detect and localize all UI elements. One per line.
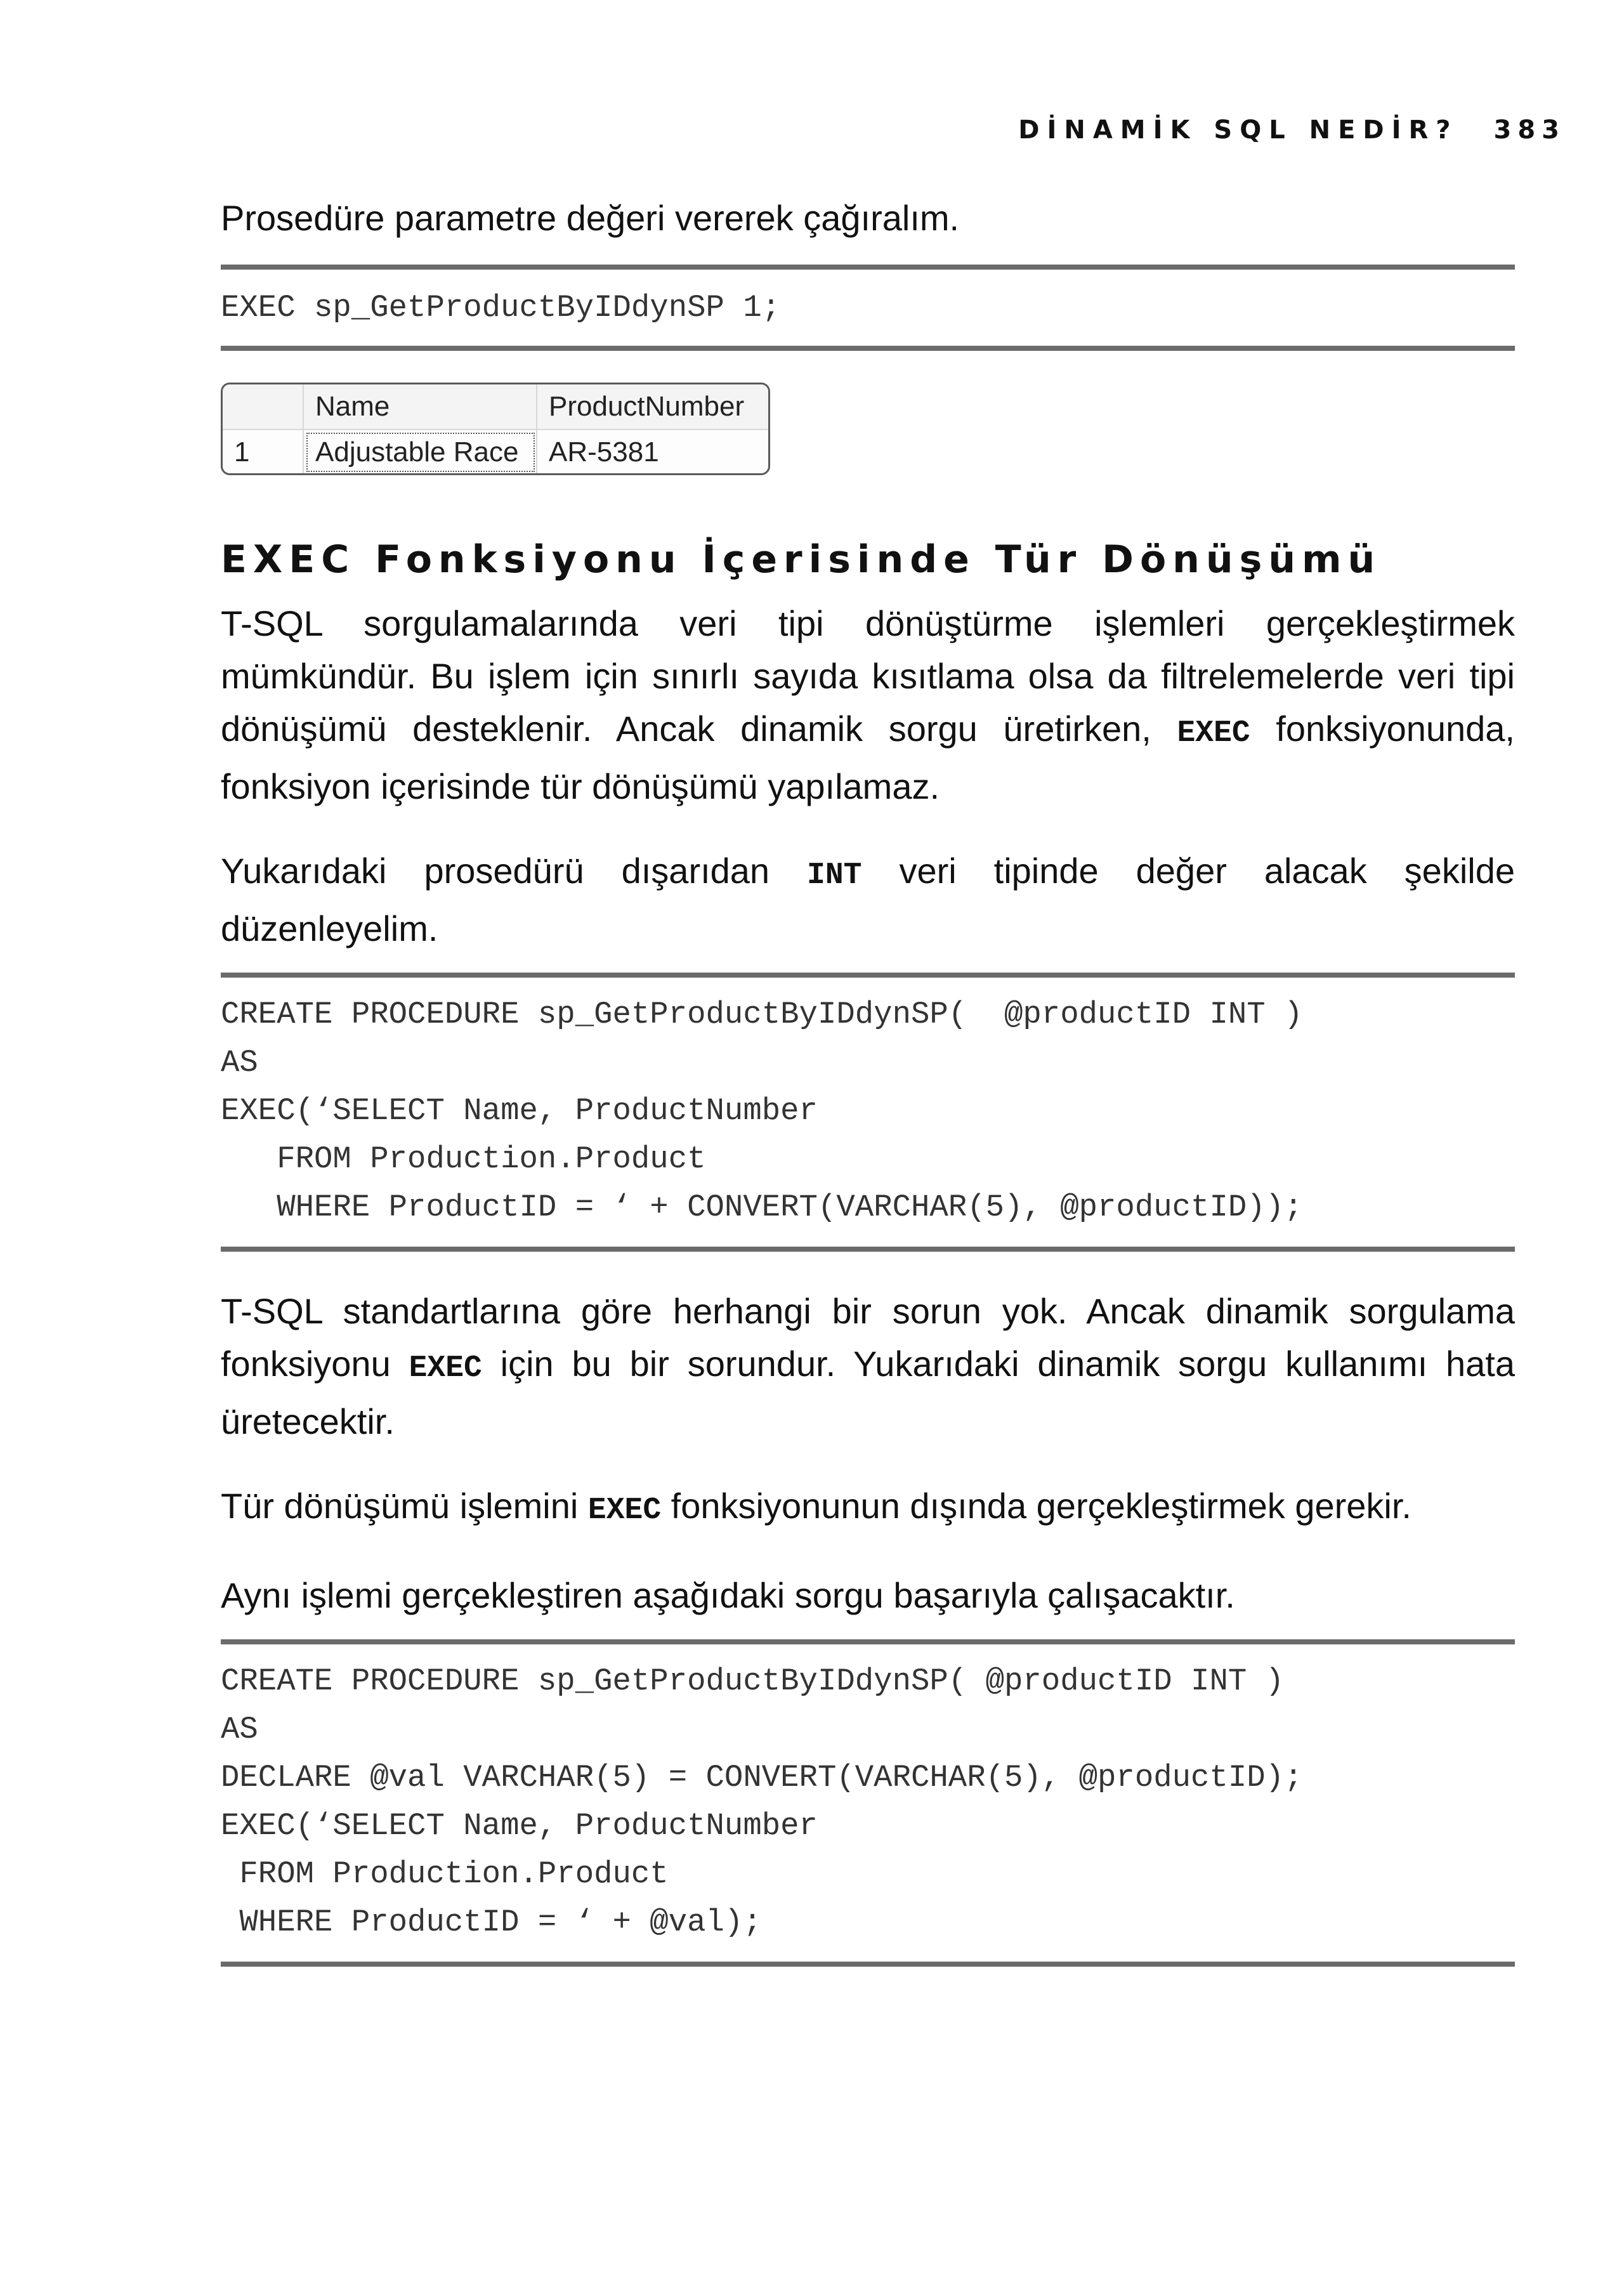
- paragraph-text: Tür dönüşümü işlemini: [221, 1486, 588, 1526]
- paragraph-text: T-SQL standartlarına göre herhangi bir sorun yok. Ancak dinamik sorgulama fonksiyonu: [221, 1291, 1515, 1384]
- running-header: [1018, 115, 1566, 145]
- page-number: 383: [1493, 115, 1566, 145]
- code-line: AS: [221, 1712, 258, 1747]
- exec-code-block: [221, 265, 1515, 351]
- code-line: DECLARE @val VARCHAR(5) = CONVERT(VARCHAR(5), @productID);: [221, 1760, 1303, 1795]
- paragraph-text: fonksiyonunun dışında gerçekleştirmek gerekir.: [661, 1486, 1411, 1526]
- column-header-name[interactable]: Name: [304, 384, 537, 429]
- code-line: FROM Production.Product: [221, 1141, 706, 1177]
- paragraph-text: fonksiyonunda, fonksiyon içerisinde tür dönüşümü yapılamaz.: [221, 709, 1515, 806]
- code-line: EXEC(‘SELECT Name, ProductNumber: [221, 1093, 818, 1129]
- paragraph: [221, 597, 1515, 813]
- grid-corner-cell: [223, 384, 304, 429]
- column-header-product-number[interactable]: ProductNumber: [549, 391, 745, 422]
- code-line: AS: [221, 1045, 258, 1080]
- page-content: [221, 184, 1515, 1967]
- product-number-cell[interactable]: AR-5381: [549, 436, 659, 468]
- row-number-cell[interactable]: 1: [223, 430, 304, 475]
- code-line: EXEC(‘SELECT Name, ProductNumber: [221, 1808, 818, 1844]
- inline-code: EXEC: [409, 1351, 482, 1386]
- paragraph-text: için bu bir sorundur. Yukarıdaki dinamik sorgu kullanımı hata üretecektir.: [221, 1344, 1516, 1441]
- code-line: CREATE PROCEDURE sp_GetProductByIDdynSP( @productID INT ): [221, 997, 1303, 1032]
- code-line: CREATE PROCEDURE sp_GetProductByIDdynSP( @productID INT ): [221, 1663, 1285, 1699]
- paragraph-text: veri tipinde değer alacak şekilde düzenleyelim.: [221, 851, 1515, 948]
- result-grid: [221, 383, 770, 475]
- name-cell[interactable]: Adjustable Race: [304, 430, 537, 475]
- inline-code: EXEC: [587, 1493, 662, 1528]
- code-line: EXEC sp_GetProductByIDdynSP 1;: [221, 290, 781, 325]
- running-title: DİNAMİK SQL NEDİR?: [1018, 115, 1458, 145]
- section-heading: EXEC Fonksiyonu İçerisinde Tür Dönüşümü: [221, 537, 1382, 582]
- paragraph: [221, 844, 1515, 955]
- paragraph-text: Yukarıdaki prosedürü dışarıdan: [221, 851, 808, 891]
- paragraph: [221, 1479, 1515, 1537]
- table-row[interactable]: [223, 430, 768, 475]
- paragraph-text: T-SQL sorgulamalarında veri tipi dönüştürme işlemleri gerçekleştirmek mümkündür. Bu işlem için sınırlı sayıda kısıtlama olsa da filtrelemelerde veri tipi dönüşümü desteklenir. Ancak dinamik sorgu üretirken,: [221, 603, 1515, 749]
- paragraph: [221, 1285, 1515, 1448]
- grid-header-row: [223, 384, 768, 430]
- inline-code: EXEC: [1177, 716, 1250, 751]
- code-block-convert-outside: [221, 1639, 1515, 1967]
- inline-code: INT: [807, 858, 862, 893]
- code-line: WHERE ProductID = ‘ + @val);: [221, 1905, 762, 1940]
- code-line: FROM Production.Product: [221, 1856, 669, 1892]
- code-block-convert-inside: [221, 973, 1515, 1252]
- code-line: WHERE ProductID = ‘ + CONVERT(VARCHAR(5), @productID));: [221, 1190, 1303, 1225]
- intro-sentence: Prosedüre parametre değeri vererek çağıralım.: [221, 198, 960, 238]
- paragraph: Aynı işlemi gerçekleştiren aşağıdaki sorgu başarıyla çalışacaktır.: [221, 1575, 1235, 1615]
